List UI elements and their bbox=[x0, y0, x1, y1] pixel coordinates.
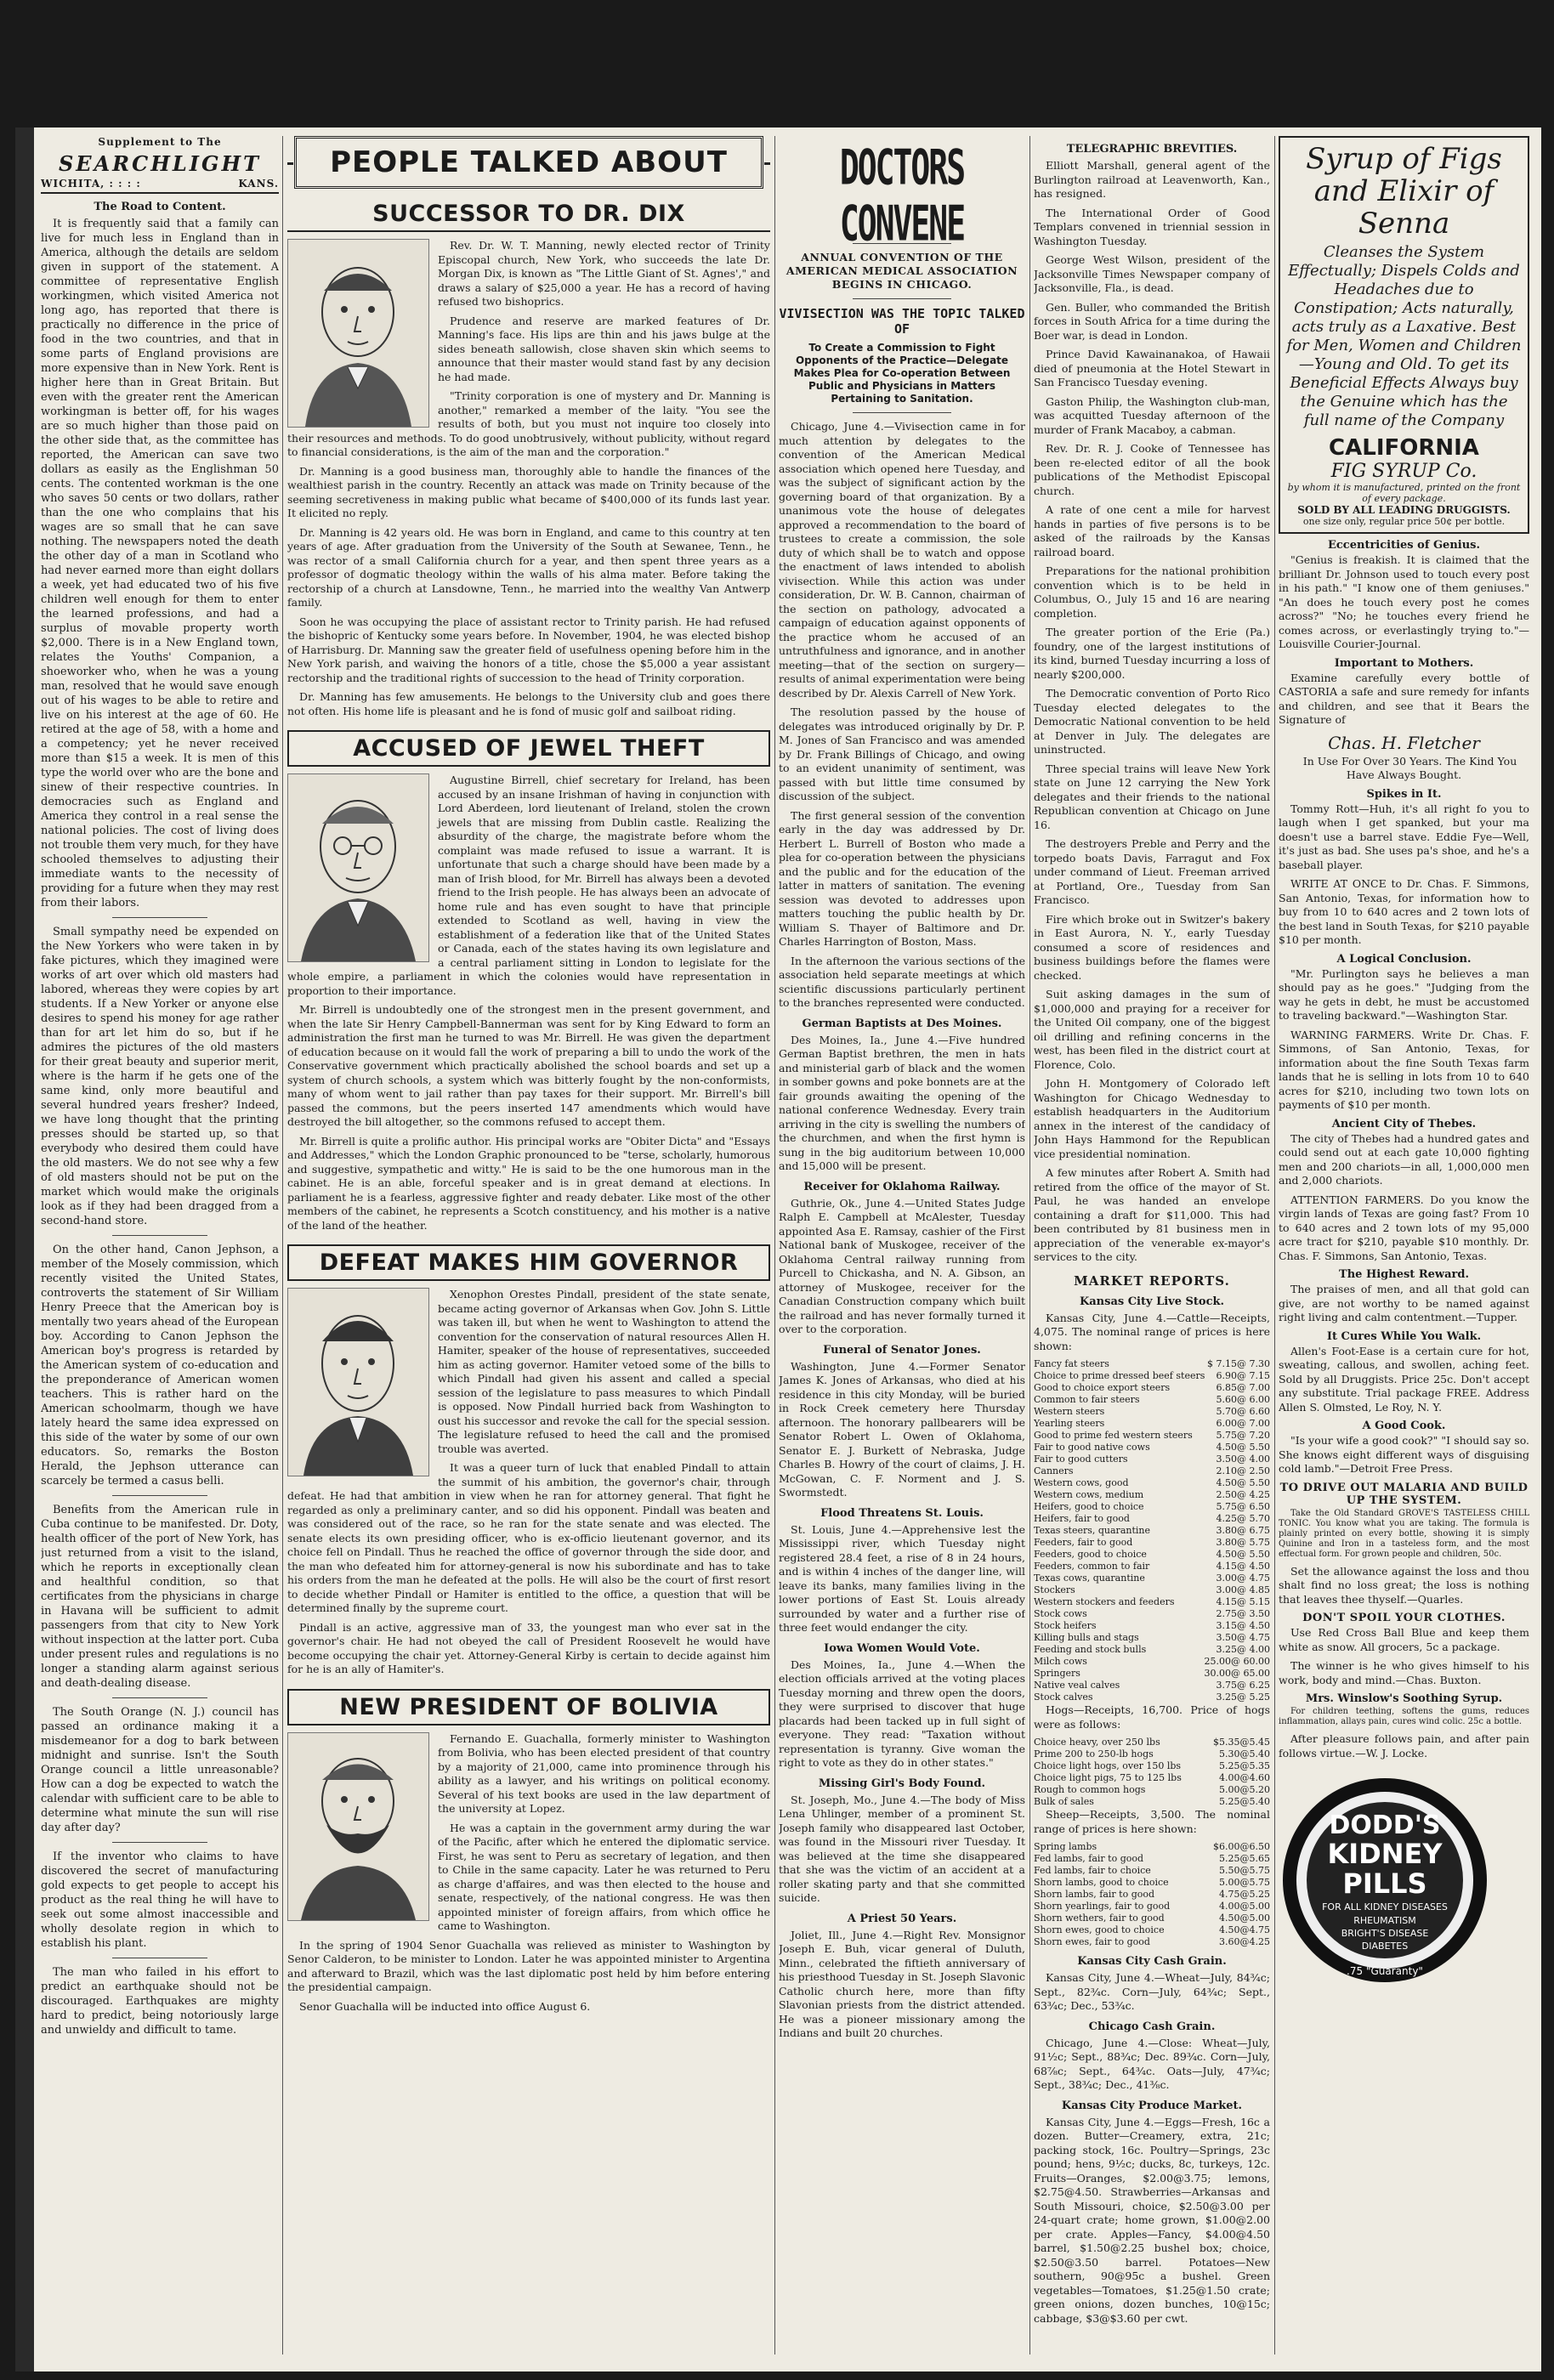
story-paragraph: Pindall is an active, aggressive man of 33, the youngest man who ever sat in the governor's chair. He had not obeyed the call of President Roosevelt he would have become occupying the chair yet. Attorney-General Kirby is certain to decide against him for he is an ally of Hamiter's. bbox=[287, 1620, 770, 1675]
portrait-illustration bbox=[287, 774, 429, 962]
portrait-illustration bbox=[287, 1288, 429, 1476]
item-paragraph: "Mr. Purlington says he believes a man should pay as he goes." "Judging from the way he gets in debt, he must be accustomed to traveling backward."—Washington Star. bbox=[1279, 966, 1529, 1022]
price-item: Feeding and stock bulls bbox=[1034, 1644, 1147, 1655]
story-paragraph: Washington, June 4.—Former Senator James K. Jones of Arkansas, who died at his residence in this city Monday, will be buried in Rock Creek cemetery here Thursday afternoon. The honorary pallbearers will be Senator Robert L. Owen of Oklahoma, Senator E. J. Burkett of Nebraska, Judge Charles B. Howry of the court of claims, J. H. McGowan, C. F. Norment and J. S. Swormstedt. bbox=[779, 1359, 1025, 1499]
price-range: 5.30@5.40 bbox=[1219, 1748, 1270, 1760]
item-paragraph: In Use For Over 30 Years. The Kind You Have Always Bought. bbox=[1302, 754, 1517, 781]
story-headline: Funeral of Senator Jones. bbox=[823, 1343, 981, 1357]
price-range: 25.00@ 60.00 bbox=[1204, 1656, 1270, 1667]
price-range: 3.00@ 4.75 bbox=[1216, 1572, 1270, 1584]
brevity-item: The greater portion of the Erie (Pa.) foundry, one of the largest institutions of its kind, burned Tuesday incurring a loss of nearly $200,000. bbox=[1034, 626, 1270, 681]
item-paragraph: WRITE AT ONCE to Dr. Chas. F. Simmons, San Antonio, Texas, for information how to buy from 10 to 640 acres and 2 town lots of the best land in South Texas, for $210 payable $10 per month. bbox=[1279, 877, 1529, 946]
brevity-item: The destroyers Preble and Perry and the torpedo boats Davis, Farragut and Fox under command of Lieut. Freeman arrived at Portland, Ore., Tuesday from San Francisco. bbox=[1034, 837, 1270, 906]
headline-deck: To Create a Commission to Fight Opponents of the Practice—Delegate Makes Plea for Co-operation Between Public and Physicians in Matters Pertaining to Sanitation. bbox=[793, 342, 1011, 405]
portrait-illustration bbox=[287, 1732, 429, 1921]
story-headline: SUCCESSOR TO DR. DIX bbox=[287, 197, 770, 232]
price-item: Feeders, good to choice bbox=[1034, 1549, 1147, 1560]
story-paragraph: The resolution passed by the house of delegates was introduced originally by Dr. P. M. Jones of San Francisco and was amended by Dr. Frank Billings of Chicago, and owing to an evident unanimity of sentiment, was passed with but little time consumed by discussion of the subject. bbox=[779, 706, 1025, 802]
price-range: 3.25@ 5.25 bbox=[1216, 1692, 1270, 1703]
item-paragraph: Tommy Rott—Huh, it's all right fo you to laugh when I get spanked, but your ma doesn't use a barrel stave. Eddie Fye—Well, it's just as bad. She uses pa's shoe, and he's a baseball player. bbox=[1279, 802, 1529, 871]
item-headline: Eccentricities of Genius. bbox=[1327, 539, 1481, 552]
brevity-item: Gaston Philip, the Washington club-man, was acquitted Tuesday afternoon of the murder of Frank Macaboy, a cabman. bbox=[1034, 394, 1270, 436]
price-range: $ 7.15@ 7.30 bbox=[1207, 1358, 1270, 1369]
price-range: 2.50@ 4.25 bbox=[1216, 1489, 1270, 1500]
brevity-item: Suit asking damages in the sum of $1,000,000 and praying for a receiver for the United Oil company, one of the biggest oil drilling and refining concerns in the west, has been filed in the district court at Florence, Colo. bbox=[1034, 988, 1270, 1071]
item-headline: A Good Cook. bbox=[1362, 1420, 1446, 1432]
sheep-price-row bbox=[1034, 1912, 1270, 1924]
brevity-item: Elliott Marshall, general agent of the Burlington railroad at Leavenworth, Kan., has resigned. bbox=[1034, 159, 1270, 200]
price-range: 2.10@ 2.50 bbox=[1216, 1465, 1270, 1476]
story-paragraph: Chicago, June 4.—Vivisection came in for much attention by delegates to the convention of the American Medical association which opened here Tuesday, and was the subject of significant action by the governing board of that organization. By a unanimous vote the house of delegates approved a recommendation to the board of trustees to create a commission, the sole duty of which shall be to watch and oppose the enactment of laws intended to abolish vivisection. While this action was under consideration, Dr. W. B. Cannon, chairman of the section on pathology, advocated a campaign of education against opponents of the practice whom he accused of an untruthfulness and ignorance, and in another meeting—that of the section on surgery—results of animal experimentation were being described by Dr. Alexis Carrell of New York. bbox=[779, 420, 1025, 700]
headline-deck: ANNUAL CONVENTION OF THE AMERICAN MEDICAL ASSOCIATION BEGINS IN CHICAGO. bbox=[786, 251, 1018, 291]
price-item: Feeders, common to fair bbox=[1034, 1561, 1150, 1572]
cattle-price-row bbox=[1034, 1358, 1270, 1370]
cattle-price-table bbox=[1034, 1358, 1270, 1703]
sheep-price-row bbox=[1034, 1936, 1270, 1948]
price-item: Choice light pigs, 75 to 125 lbs bbox=[1034, 1772, 1182, 1783]
price-item: Stock calves bbox=[1034, 1692, 1093, 1703]
price-item: Milch cows bbox=[1034, 1656, 1087, 1667]
item-paragraph: Take the Old Standard GROVE'S TASTELESS CHILL TONIC. You know what you are taking. The formula is plainly printed on every bottle, showing it is simply Quinine and Iron in a tasteless form, and the most effectual form. For grown people and children, 50c. bbox=[1279, 1508, 1529, 1559]
price-range: 4.00@4.60 bbox=[1219, 1772, 1270, 1783]
story-paragraph: Des Moines, Ia., June 4.—When the election officials arrived at the voting places Tuesday morning and threw open the doors, they were surprised to discover that huge placards had been tacked up in full sight of everyone. They read: "Taxation without representation is tyranny. Give woman the right to vote as they do in other states." bbox=[779, 1658, 1025, 1769]
price-range: 5.25@5.35 bbox=[1219, 1760, 1270, 1771]
divider bbox=[112, 917, 207, 918]
story-headline: NEW PRESIDENT OF BOLIVIA bbox=[287, 1689, 770, 1726]
price-item: Western steers bbox=[1034, 1406, 1105, 1417]
dodds-kidney-pills-ad bbox=[1279, 1774, 1491, 1986]
item-headline: Important to Mothers. bbox=[1334, 656, 1474, 670]
hog-price-row bbox=[1034, 1760, 1270, 1772]
item-paragraph: The city of Thebes had a hundred gates and could send out at each gate 10,000 fighting men and 200 chariots—in all, 1,000,000 men and 2,000 chariots. bbox=[1279, 1131, 1529, 1187]
column-1 bbox=[41, 136, 279, 2043]
story-paragraph: Dr. Manning has few amusements. He belongs to the University club and goes there not often. His home life is pleasant and he is fond of music golf and sailboat riding. bbox=[287, 690, 770, 717]
pills-label: RHEUMATISM bbox=[1353, 1915, 1416, 1926]
story-headline: A Priest 50 Years. bbox=[847, 1912, 957, 1925]
ad-title: Syrup of Figs bbox=[1306, 142, 1502, 176]
syrup-of-figs-ad bbox=[1279, 136, 1529, 534]
price-range: 4.15@ 4.50 bbox=[1216, 1561, 1270, 1572]
sheep-price-row bbox=[1034, 1901, 1270, 1912]
item-paragraph: For children teething, softens the gums, reduces inflammation, allays pain, cures wind colic. 25c a bottle. bbox=[1279, 1707, 1529, 1726]
cattle-price-row bbox=[1034, 1525, 1270, 1537]
brevity-item: The Democratic convention of Porto Rico Tuesday elected delegates to the Democratic National convention to be held at Denver in July. The delegates are uninstructed. bbox=[1034, 687, 1270, 756]
ad-body: Cleanses the System Effectually; Dispels Colds and Headaches due to Constipation; Acts naturally, acts truly as a Laxative. Best for Men, Women and Children—Young and Old. To get its Beneficial Effects Always buy the Genuine which has the full name of the Company bbox=[1286, 243, 1522, 429]
column-rule bbox=[774, 136, 775, 2354]
portrait-drawing bbox=[288, 1733, 428, 1920]
market-paragraph: Chicago, June 4.—Close: Wheat—July, 91½c; Sept., 88¾c; Dec. 89¾c. Corn—July, 68⅞c; Sept., 64¾c. Oats—July, 47¾c; Sept., 38¾c; Dec., 41⅜c. bbox=[1034, 2036, 1270, 2091]
ad-company: CALIFORNIA bbox=[1329, 435, 1479, 461]
price-item: Feeders, fair to good bbox=[1034, 1537, 1133, 1548]
pills-brand: KIDNEY bbox=[1327, 1838, 1443, 1870]
story-paragraph: Rev. Dr. W. T. Manning, newly elected rector of Trinity Episcopal church, New York, who succeeds the late Dr. Morgan Dix, is known as "The Little Giant of St. Agnes'," and draws a salary of $25,000 a year. He has a record of having refused two bishoprics. bbox=[438, 239, 770, 308]
price-range: 3.80@ 5.75 bbox=[1216, 1537, 1270, 1548]
column-rule bbox=[1029, 136, 1030, 2354]
price-item: Rough to common hogs bbox=[1034, 1784, 1146, 1795]
price-range: 6.90@ 7.15 bbox=[1216, 1370, 1270, 1381]
story-paragraph: St. Joseph, Mo., June 4.—The body of Miss Lena Uhlinger, member of a prominent St. Joseph family who disappeared last October, was found in the Missouri river Tuesday. It was believed at the time she disappeared that she was the victim of an accident at a roller skating party and that she committed suicide. bbox=[779, 1793, 1025, 1904]
sheep-price-row bbox=[1034, 1889, 1270, 1901]
cattle-price-row bbox=[1034, 1620, 1270, 1632]
headline-deck: VIVISECTION WAS THE TOPIC TALKED OF bbox=[779, 306, 1025, 337]
divider bbox=[112, 1842, 207, 1843]
story-paragraph: The first general session of the convention early in the day was addressed by Dr. Herbert L. Burrell of Boston who made a plea for co-operation between the physicians and the public and for the education of the latter in matters of sanitation. The evening session was devoted to addresses upon matters touching the public health by Dr. William S. Thayer of Baltimore and Dr. Charles Harrington of Boston, Mass. bbox=[779, 808, 1025, 948]
story-headline: Iowa Women Would Vote. bbox=[824, 1641, 980, 1655]
story-guachalla bbox=[287, 1732, 770, 2020]
supplement-label: Supplement to The bbox=[98, 136, 222, 148]
cattle-price-row bbox=[1034, 1501, 1270, 1513]
price-item: Bulk of sales bbox=[1034, 1796, 1094, 1807]
price-item: Spring lambs bbox=[1034, 1841, 1097, 1852]
editorial-paragraph: If the inventor who claims to have discovered the secret of manufacturing gold expects to get people to accept his product as the real thing he will have to seek out some almost inaccessible and wholly desolate region in which to establish his plant. bbox=[41, 1850, 279, 1950]
price-range: 4.00@5.00 bbox=[1219, 1901, 1270, 1912]
market-subhead: Kansas City Live Stock. bbox=[1079, 1295, 1225, 1308]
price-item: Choice heavy, over 250 lbs bbox=[1034, 1737, 1160, 1748]
dateline-state: KANS. bbox=[238, 178, 279, 190]
main-headline: DOCTORS CONVENE bbox=[839, 139, 965, 252]
market-reports-headline: MARKET REPORTS. bbox=[1074, 1272, 1230, 1289]
cattle-price-row bbox=[1034, 1394, 1270, 1406]
price-item: Shorn lambs, good to choice bbox=[1034, 1877, 1169, 1888]
item-headline: It Cures While You Walk. bbox=[1326, 1329, 1482, 1343]
price-item: Springers bbox=[1034, 1668, 1080, 1679]
story-manning bbox=[287, 239, 770, 723]
item-headline: Mrs. Winslow's Soothing Syrup. bbox=[1305, 1692, 1503, 1705]
price-range: 3.50@ 4.75 bbox=[1216, 1632, 1270, 1643]
sheep-price-row bbox=[1034, 1853, 1270, 1865]
item-headline: The Highest Reward. bbox=[1339, 1268, 1469, 1281]
price-range: $5.35@5.45 bbox=[1213, 1737, 1270, 1748]
item-paragraph: "Is your wife a good cook?" "I should say so. She knows eight different ways of disguising cold lamb."—Detroit Free Press. bbox=[1279, 1434, 1529, 1475]
item-paragraph: The praises of men, and all that gold can give, are not worthy to be named against right living and calm contentment.—Tupper. bbox=[1279, 1283, 1529, 1323]
item-paragraph: Set the allowance against the loss and thou shalt find no loss great; the loss is nothing that leaves thee thyself.—Quarles. bbox=[1279, 1564, 1529, 1606]
cattle-price-row bbox=[1034, 1454, 1270, 1465]
editorial-paragraph: The man who failed in his effort to predict an earthquake should not be discouraged. Earthquakes are mighty hard to predict, being notoriously large and unwieldy and difficult to tame. bbox=[41, 1966, 279, 2037]
item-headline: Ancient City of Thebes. bbox=[1331, 1117, 1477, 1130]
story-paragraph: In the afternoon the various sections of the association held separate meetings at which scientific discussions particularly pertinent to the branches represented were conducted. bbox=[779, 954, 1025, 1009]
cattle-price-row bbox=[1034, 1656, 1270, 1668]
price-range: 3.25@ 4.00 bbox=[1216, 1644, 1270, 1655]
story-paragraph: Mr. Birrell is quite a prolific author. His principal works are "Obiter Dicta" and "Essays and Addresses," which the London Graphic pronounced to be "terse, scholarly, humorous and suggestive, sympathetic and witty." He is said to be the one humorous man in the cabinet. He is an able, forceful speaker and is in great demand at elections. In parliament he is a fearless, aggressive fighter and ready debater. Like most of the other members of the cabinet, he represents a Scotch constituency, and his mother is a native of the land of the heather. bbox=[287, 1134, 770, 1232]
story-paragraph: Soon he was occupying the place of assistant rector to Trinity parish. He had refused the bishopric of Kentucky some years before. In November, 1904, he was elected bishop of Harrisburg. Dr. Manning saw the greater field of usefulness opening before him in the New York parish, and waiving the honors of a title, chose the $5,000 a year assistant rectorship and the traditional rights of succession to the head of Trinity corporation. bbox=[287, 615, 770, 684]
story-paragraph: "Trinity corporation is one of mystery and Dr. Manning is another," remarked a member of the laity. "You see the results of both, but you must not inquire too closely into their resources and methods. To do good unobtrusively, without publicity, without regard to financial considerations, is the aim of the man and the corporation." bbox=[287, 389, 770, 458]
section-headline: TELEGRAPHIC BREVITIES. bbox=[1066, 143, 1238, 156]
hog-price-row bbox=[1034, 1796, 1270, 1808]
dateline bbox=[41, 178, 279, 194]
price-item: Texas cows, quarantine bbox=[1034, 1572, 1145, 1584]
price-range: 5.70@ 6.60 bbox=[1216, 1406, 1270, 1417]
ad-note: by whom it is manufactured, printed on the front of every package. bbox=[1287, 482, 1521, 504]
story-birrell bbox=[287, 774, 770, 1238]
editorial-paragraph: On the other hand, Canon Jephson, a member of the Mosely commission, which recently visited the United States, controverts the statement of Sir William Henry Preece that the American boy is mentally two years ahead of the European boy. According to Canon Jephson the American boy's progress is retarded by the American system of co-education and the preponderance of American women teachers. This is rather hard on the American schoolmarm, though we have lately heard the same idea expressed on this side of the water by some of our own educators. So, remarks the Boston Herald, the Jephson utterance can scarcely be termed a casus belli. bbox=[41, 1244, 279, 1488]
price-item: Stock cows bbox=[1034, 1608, 1087, 1619]
market-intro: Hogs—Receipts, 16,700. Price of hogs were as follows: bbox=[1034, 1703, 1270, 1731]
cattle-price-row bbox=[1034, 1584, 1270, 1596]
item-headline: A Logical Conclusion. bbox=[1336, 952, 1472, 966]
brevity-item: John H. Montgomery of Colorado left Washington for Chicago Wednesday to establish headquarters in the Auditorium annex in the interest of the candidacy of John Hays Hammond for the Republican vice presidential nomination. bbox=[1034, 1077, 1270, 1160]
portrait-illustration bbox=[287, 239, 429, 428]
price-range: 6.00@ 7.00 bbox=[1216, 1418, 1270, 1429]
cattle-price-row bbox=[1034, 1644, 1270, 1656]
column-3 bbox=[779, 136, 1025, 2046]
price-range: 5.00@5.20 bbox=[1219, 1784, 1270, 1795]
editorial-paragraph: The South Orange (N. J.) council has passed an ordinance making it a misdemeanor for a dog to bark between midnight and sunrise. Isn't the South Orange council a little unreasonable? How can a dog be expected to watch the calendar with sufficient care to be able to determine what minute the sun will rise day after day? bbox=[41, 1706, 279, 1834]
cattle-price-row bbox=[1034, 1692, 1270, 1703]
item-paragraph: WARNING FARMERS. Write Dr. Chas. F. Simmons, of San Antonio, Texas, for information about the fine South Texas farm lands that he is selling in lots from 10 to 640 acres for $210, including two town lots on payments of $10 per month. bbox=[1279, 1028, 1529, 1111]
cattle-price-row bbox=[1034, 1632, 1270, 1644]
story-paragraph: It was a queer turn of luck that enabled Pindall to attain the summit of his ambition, the governor's chair, through defeat. He had that ambition in view when he ran for attorney general. That fight he regarded as only a preliminary canter, and so did his opponent. Pindall was beaten and was considered out of the race, so he ran for the state senate and was elected. The senate elects its own presiding officer, who is ex-officio lieutenant governor, and its choice fell on Pindall. Thus he reached the office of governor through the side door, and the man who defeated him for attorney-general is now his subordinate and has to take his orders from the man he defeated at the polls. He will also be the court of first resort to decide whether Pindall or Hamiter is entitled to the office, a question that will be determined finally by the supreme court. bbox=[287, 1461, 770, 1614]
pills-label: .75 "Guaranty" bbox=[1347, 1965, 1423, 1977]
price-item: Western stockers and feeders bbox=[1034, 1596, 1175, 1607]
story-paragraph: Des Moines, Ia., June 4.—Five hundred German Baptist brethren, the men in hats and ministerial garb of black and the women in somber gowns and poke bonnets are at the fair grounds awaiting the opening of the national conference Wednesday. Every train arriving in the city is swelling the numbers of the churchmen, and when the first hymn is sung in the big auditorium between 10,000 and 15,000 will be present. bbox=[779, 1033, 1025, 1172]
cattle-price-row bbox=[1034, 1430, 1270, 1442]
column-4 bbox=[1034, 136, 1270, 2331]
signature: Chas. H. Fletcher bbox=[1328, 732, 1480, 753]
brevity-item: A few minutes after Robert A. Smith had retired from the office of the mayor of St. Paul, he was handed an envelope containing a draft for $11,000. This had been contributed by 81 business men in appreciation of the venerable ex-mayor's services to the city. bbox=[1034, 1166, 1270, 1263]
price-item: Prime 200 to 250-lb hogs bbox=[1034, 1748, 1154, 1760]
price-range: 6.85@ 7.00 bbox=[1216, 1382, 1270, 1393]
pills-brand: PILLS bbox=[1342, 1867, 1427, 1900]
story-paragraph: Prudence and reserve are marked features of Dr. Manning's face. His lips are thin and his jaws bulge at the sides beneath sallowish, close shaven skin which seems to announce that their master would stand fast by any decision he had made. bbox=[438, 314, 770, 383]
price-item: Shorn wethers, fair to good bbox=[1034, 1912, 1165, 1924]
section-banner: PEOPLE TALKED ABOUT bbox=[294, 136, 763, 189]
editorial-paragraph: Small sympathy need be expended on the New Yorkers who were taken in by fake pictures, which they imagined were works of art over which old masters had labored, whereas they were copies by art students. If a New Yorker or anyone else desires to spend his money for age rather than for art let him do so, but if he admires the pictures of the old masters for their great beauty and superior merit, where is the harm if he gets one of the same kind, only more beautiful and several hundred years fresher? Indeed, we have long thought that the printing presses should be started up, so that everybody who desired them could have the old masters. We do not see why a few of old masters should not be put on the market which would make the originals look as if they had been dragged from a second-hand store. bbox=[41, 926, 279, 1227]
item-paragraph: ATTENTION FARMERS. Do you know the virgin lands of Texas are going fast? From 10 to 640 acres and 2 town lots of my 95,000 acre tract for $210, payable $10 monthly. Dr. Chas. F. Simmons, San Antonio, Texas. bbox=[1279, 1193, 1529, 1262]
item-headline: TO DRIVE OUT MALARIA AND BUILD UP THE SYSTEM. bbox=[1279, 1481, 1528, 1507]
pills-label: FOR ALL KIDNEY DISEASES bbox=[1322, 1901, 1448, 1912]
brevity-item: Rev. Dr. R. J. Cooke of Tennessee has been re-elected editor of all the book publications of the Methodist Episcopal church. bbox=[1034, 442, 1270, 497]
price-item: Native veal calves bbox=[1034, 1680, 1120, 1691]
price-range: 3.60@4.25 bbox=[1219, 1936, 1270, 1947]
item-headline: Spikes in It. bbox=[1366, 787, 1442, 801]
item-paragraph: Allen's Foot-Ease is a certain cure for hot, sweating, callous, and swollen, aching feet. Sold by all Druggists. Price 25c. Don't accept any substitute. Trial package FREE. Address Allen S. Olmsted, Le Roy, N. Y. bbox=[1279, 1344, 1529, 1414]
story-headline: DEFEAT MAKES HIM GOVERNOR bbox=[287, 1244, 770, 1281]
brevity-item: Three special trains will leave New York state on June 12 carrying the New York delegates and their friends to the national Republican convention at Chicago on June 16. bbox=[1034, 762, 1270, 831]
price-item: Fed lambs, fair to good bbox=[1034, 1853, 1144, 1864]
cattle-price-row bbox=[1034, 1418, 1270, 1430]
brevity-item: George West Wilson, president of the Jacksonville Times Newspaper company of Jacksonville, Fla., is dead. bbox=[1034, 253, 1270, 294]
price-item: Heifers, fair to good bbox=[1034, 1513, 1130, 1524]
price-item: Heifers, good to choice bbox=[1034, 1501, 1144, 1512]
sheep-price-row bbox=[1034, 1924, 1270, 1936]
cattle-price-row bbox=[1034, 1572, 1270, 1584]
price-item: Yearling steers bbox=[1034, 1418, 1105, 1429]
price-range: 3.75@ 6.25 bbox=[1216, 1680, 1270, 1691]
price-range: 4.25@ 5.70 bbox=[1216, 1513, 1270, 1524]
cattle-price-row bbox=[1034, 1513, 1270, 1525]
ad-company: FIG SYRUP Co. bbox=[1330, 461, 1477, 482]
price-range: 4.50@ 5.50 bbox=[1216, 1549, 1270, 1560]
cattle-price-row bbox=[1034, 1406, 1270, 1418]
price-item: Stockers bbox=[1034, 1584, 1075, 1595]
price-item: Fair to good cutters bbox=[1034, 1454, 1128, 1465]
cattle-price-row bbox=[1034, 1596, 1270, 1608]
price-range: 4.50@5.00 bbox=[1219, 1912, 1270, 1924]
column-rule bbox=[1274, 136, 1275, 2354]
price-range: 4.50@ 5.50 bbox=[1216, 1442, 1270, 1453]
item-paragraph: The winner is he who gives himself to his work, body and mind.—Chas. Buxton. bbox=[1279, 1659, 1529, 1686]
price-item: Shorn ewes, good to choice bbox=[1034, 1924, 1165, 1935]
brevity-item: A rate of one cent a mile for harvest hands in parties of five persons is to be asked of the railroads by the Kansas railroad board. bbox=[1034, 503, 1270, 558]
cattle-price-row bbox=[1034, 1477, 1270, 1489]
story-paragraph: Dr. Manning is 42 years old. He was born in England, and came to this country at ten years of age. After graduation from the University of the South at Sewanee, Tenn., he was rector of a small California church for a year, and then spent three years as a professor of dogmatic theology within the walls of his alma mater. Before taking the rectorship of a church at Lansdowne, Tenn., he married into the wealthy Van Antwerp family. bbox=[287, 525, 770, 609]
price-item: Killing bulls and stags bbox=[1034, 1632, 1139, 1643]
cattle-price-row bbox=[1034, 1442, 1270, 1454]
item-paragraph: Use Red Cross Ball Blue and keep them white as snow. All grocers, 5c a package. bbox=[1279, 1626, 1529, 1653]
market-paragraph: Kansas City, June 4.—Wheat—July, 84¾c; Sept., 82¾c. Corn—July, 64¾c; Sept., 63¾c; Dec., 53¾c. bbox=[1034, 1971, 1270, 2012]
story-paragraph: Mr. Birrell is undoubtedly one of the strongest men in the present government, and when the late Sir Henry Campbell-Bannerman was sent for by King Edward to form an administration the first man he turned to was Mr. Birrell. He was given the department of education because on it would fall the work of preparing a bill to undo the work of the Conservative government which practically abolished the school boards and set up a system of church schools, a system which was bitterly fought by the non-conformists, many of whom went to jail rather than pay taxes for their support. Mr. Birrell's bill passed the commons, but the peers inserted 147 amendments which would have destroyed the bill altogether, so the commons refused to accept them. bbox=[287, 1003, 770, 1128]
price-range: 3.00@ 4.85 bbox=[1216, 1584, 1270, 1595]
divider bbox=[853, 298, 951, 299]
dateline-city: WICHITA, : : : : bbox=[41, 178, 141, 190]
price-range: 5.25@5.65 bbox=[1219, 1853, 1270, 1864]
brevity-item: Preparations for the national prohibition convention which is to be held in Columbus, O., July 15 and 16 are nearing completion. bbox=[1034, 564, 1270, 620]
pills-label: BRIGHT'S DISEASE bbox=[1341, 1928, 1429, 1939]
price-item: Common to fair steers bbox=[1034, 1394, 1140, 1405]
price-item: Fed lambs, fair to choice bbox=[1034, 1865, 1151, 1876]
price-item: Shorn ewes, fair to good bbox=[1034, 1936, 1150, 1947]
hog-price-table bbox=[1034, 1737, 1270, 1808]
price-item: Fair to good native cows bbox=[1034, 1442, 1150, 1453]
market-intro: Sheep—Receipts, 3,500. The nominal range of prices is here shown: bbox=[1034, 1808, 1270, 1835]
story-paragraph: In the spring of 1904 Senor Guachalla was relieved as minister to Washington by Senor Calderon, to be minister to London. Later he was appointed minister to Argentina and afterward to Brazil, which was the last diplomatic post held by him before entering the presidential campaign. bbox=[287, 1938, 770, 1993]
story-paragraph: Augustine Birrell, chief secretary for Ireland, has been accused by an insane Irishman of having in conjunction with Lord Aberdeen, lord lieutenant of Ireland, stolen the crown jewels that are missing from Dublin castle. Realizing the absurdity of the charge, the magistrate before whom the complaint was made refused to issue a warrant. It is unfortunate that such a charge should have been made by a man of Irish blood, for Mr. Birrell has always been a devoted friend to the Irish people. He has always been an advocate of home rule and has even sought to have that principle extended to Scotland as well, having in view the establishment of a federation like that of the United States or Canada, each of the states having its own legislature and a central parliament sitting in London to legislate for the whole empire, a parliament in which the colonies would have representation in proportion to their importance. bbox=[287, 774, 770, 997]
divider bbox=[112, 1495, 207, 1496]
item-paragraph: After pleasure follows pain, and after pain follows virtue.—W. J. Locke. bbox=[1279, 1732, 1529, 1760]
story-pindall bbox=[287, 1288, 770, 1682]
hog-price-row bbox=[1034, 1784, 1270, 1796]
price-item: Stock heifers bbox=[1034, 1620, 1097, 1631]
price-item: Western cows, medium bbox=[1034, 1489, 1144, 1500]
hog-price-row bbox=[1034, 1772, 1270, 1784]
price-item: Shorn lambs, fair to good bbox=[1034, 1889, 1155, 1900]
price-range: $6.00@6.50 bbox=[1213, 1841, 1270, 1852]
portrait-drawing bbox=[288, 774, 428, 961]
price-item: Western cows, good bbox=[1034, 1477, 1129, 1488]
portrait-drawing bbox=[288, 240, 428, 427]
cattle-price-row bbox=[1034, 1370, 1270, 1382]
item-paragraph: "Genius is freakish. It is claimed that the brilliant Dr. Johnson used to touch every post in his path." "I know one of them geniuses." "An does he touch every post he comes across?" "No; he touches every friend he comes across, or everlastingly trying to."—Louisville Courier-Journal. bbox=[1279, 553, 1529, 650]
market-paragraph: Kansas City, June 4.—Eggs—Fresh, 16c a dozen. Butter—Creamery, extra, 21c; packing stock, 16c. Poultry—Springs, 23c pound; hens, 9½c; ducks, 8c, turkeys, 12c. Fruits—Oranges, $2.00@3.75; lemons, $2.75@4.50. Strawberries—Arkansas and South Missouri, choice, $2.50@3.00 per 24-quart crate; home grown, $1.00@2.00 per crate. Apples—Fancy, $4.00@4.50 barrel, $1.50@2.25 bushel box; choice, $2.50@3.50 barrel. Potatoes—New southern, 90@95c a bushel. Green vegetables—Tomatoes, $1.25@1.50 crate; green onions, dozen bunches, 10@15c; cabbage, $3@$3.60 per cwt. bbox=[1034, 2115, 1270, 2325]
price-range: 3.50@ 4.00 bbox=[1216, 1454, 1270, 1465]
price-range: 5.25@5.40 bbox=[1219, 1796, 1270, 1807]
story-headline: ACCUSED OF JEWEL THEFT bbox=[287, 730, 770, 767]
market-subhead: Kansas City Cash Grain. bbox=[1077, 1955, 1227, 1968]
brevity-item: The International Order of Good Templars convened in triennial session in Washington Tuesday. bbox=[1034, 206, 1270, 247]
market-subhead: Chicago Cash Grain. bbox=[1088, 2020, 1216, 2033]
editorial-paragraph: Benefits from the American rule in Cuba continue to be manifested. Dr. Doty, health officer of the port of New York, has just returned from a visit to the island, which he reports in exceptionally clean and healthful condition, so that certificates from the physicians in charge in Havana will be sufficient to admit passengers from that city to New York without inspection at the latter port. Cuba under present rules and regulations is no longer a standing alarm against serious and death-dealing disease. bbox=[41, 1504, 279, 1690]
price-item: Choice light hogs, over 150 lbs bbox=[1034, 1760, 1182, 1771]
price-range: 4.75@5.25 bbox=[1219, 1889, 1270, 1900]
cattle-price-row bbox=[1034, 1680, 1270, 1692]
divider bbox=[112, 1697, 207, 1698]
cattle-price-row bbox=[1034, 1668, 1270, 1680]
story-paragraph: Xenophon Orestes Pindall, president of the state senate, became acting governor of Arkansas when Gov. John S. Little was taken ill, but when he went to Washington to attend the convention for the conservation of natural resources Allen H. Hamiter, speaker of the house of representatives, succeeded him as acting governor. Hamiter vetoed some of the bills to which Pindall had given his assent and called a special session of the legislature to pass measures to which Pindall is opposed. Now Pindall hurried back from Washington to oust his successor and revoke the call for the special session. The legislature refused to heed the call and the promised trouble was averted. bbox=[438, 1288, 770, 1455]
masthead: SEARCHLIGHT bbox=[58, 151, 262, 176]
story-paragraph: St. Louis, June 4.—Apprehensive lest the Mississippi river, which Tuesday night registered 28.4 feet, a rise of 8 in 24 hours, and is within 4 inches of the danger line, will leave its banks, many families living in the lower portions of East St. Louis already surrounded by water and a further rise of three feet would endanger the city. bbox=[779, 1522, 1025, 1634]
hog-price-row bbox=[1034, 1748, 1270, 1760]
story-headline: Receiver for Oklahoma Railway. bbox=[803, 1180, 1001, 1193]
story-headline: Flood Threatens St. Louis. bbox=[820, 1506, 984, 1520]
brevity-item: Prince David Kawainanakoa, of Hawaii died of pneumonia at the Hotel Stewart in San Francisco Tuesday evening. bbox=[1034, 348, 1270, 388]
story-paragraph: Dr. Manning is a good business man, thoroughly able to handle the finances of the wealthiest parish in the country. Recently an attack was made on Trinity because of the seeming secretiveness in making public what became of $400,000 of its funds last year. It elicited no reply. bbox=[287, 464, 770, 519]
cattle-price-row bbox=[1034, 1537, 1270, 1549]
story-paragraph: Fernando E. Guachalla, formerly minister to Washington from Bolivia, who has been elected president of that country by a majority of 21,000, came into prominence through his ability as a lawyer, and his writings on political economy. Several of his text books are used in the law department of the university at Lopez. bbox=[438, 1731, 770, 1815]
brevity-item: Fire which broke out in Switzer's bakery in East Aurora, N. Y., early Tuesday consumed a score of residences and business buildings before the flames were checked. bbox=[1034, 912, 1270, 982]
price-item: Shorn yearlings, fair to good bbox=[1034, 1901, 1171, 1912]
cattle-price-row bbox=[1034, 1382, 1270, 1394]
pills-label: DIABETES bbox=[1361, 1941, 1409, 1952]
price-range: 5.60@ 6.00 bbox=[1216, 1394, 1270, 1405]
price-range: 4.50@4.75 bbox=[1219, 1924, 1270, 1935]
ad-note: SOLD BY ALL LEADING DRUGGISTS. bbox=[1297, 504, 1511, 516]
price-range: 3.80@ 6.75 bbox=[1216, 1525, 1270, 1536]
divider bbox=[112, 1235, 207, 1236]
story-paragraph: Joliet, Ill., June 4.—Right Rev. Monsignor Joseph E. Buh, vicar general of Duluth, Minn., celebrated the fiftieth anniversary of his priesthood Tuesday in St. Joseph Slavonic Catholic church here, more than fifty Slavonian priests from the district attended. He was a pioneer missionary among the Indians and built 20 churches. bbox=[779, 1928, 1025, 2039]
ad-note: one size only, regular price 50¢ per bottle. bbox=[1302, 516, 1506, 527]
cattle-price-row bbox=[1034, 1549, 1270, 1561]
sheep-price-row bbox=[1034, 1865, 1270, 1877]
price-item: Texas steers, quarantine bbox=[1034, 1525, 1150, 1536]
price-range: 30.00@ 65.00 bbox=[1204, 1668, 1270, 1679]
price-range: 2.75@ 3.50 bbox=[1216, 1608, 1270, 1619]
cattle-price-row bbox=[1034, 1465, 1270, 1477]
brevity-item: Gen. Buller, who commanded the British forces in South Africa for a time during the Boer war, is dead in London. bbox=[1034, 300, 1270, 342]
market-intro: Kansas City, June 4.—Cattle—Receipts, 4,075. The nominal range of prices is here shown: bbox=[1034, 1311, 1270, 1352]
pills-brand: DODD'S bbox=[1329, 1810, 1441, 1840]
price-item: Good to prime fed western steers bbox=[1034, 1430, 1193, 1441]
price-item: Good to choice export steers bbox=[1034, 1382, 1171, 1393]
sheep-price-row bbox=[1034, 1877, 1270, 1889]
hog-price-row bbox=[1034, 1737, 1270, 1748]
divider bbox=[853, 412, 951, 413]
story-headline: Missing Girl's Body Found. bbox=[818, 1776, 986, 1790]
story-headline: German Baptists at Des Moines. bbox=[802, 1017, 1002, 1030]
price-range: 5.00@5.75 bbox=[1219, 1877, 1270, 1888]
price-range: 5.75@ 6.50 bbox=[1216, 1501, 1270, 1512]
ad-title: and Elixir of Senna bbox=[1313, 174, 1494, 241]
price-item: Fancy fat steers bbox=[1034, 1358, 1109, 1369]
story-paragraph: Senor Guachalla will be inducted into office August 6. bbox=[299, 1999, 591, 2013]
column-5 bbox=[1279, 136, 1529, 1990]
newspaper-page bbox=[15, 128, 1541, 2372]
cattle-price-row bbox=[1034, 1608, 1270, 1620]
price-range: 4.15@ 5.15 bbox=[1216, 1596, 1270, 1607]
editorial-paragraph: It is frequently said that a family can live for much less in England than in America, although the details are seldom given in support of the statement. A committee of representative English workingmen, which visited America not long ago, has reported that there is practically no difference in the price of food in the two countries, and that in some parts of England provisions are more expensive than in New York. Rent is higher here than in Great Britain. But even with the greater rent the American workingman is better off, for his wages are so much higher than those paid on the other side that, as the committee has reported, the American can save two dollars as easily as the Englishman 50 cents. The contented workman is the one who saves 50 cents or two dollars, rather than the one who complains that his wages are so small that he can save nothing. The newspapers noted the death the other day of a man in Scotland who had never earned more than eight dollars a week, yet had educated two of his five children well enough for them to enter the learned professions, and had a surplus of movable property worth $2,000. There is in a New England town, relates the Youths' Companion, a shoeworker who, when he was a young man, resolved that he would save enough out of his wages to be able to retire and live on his interest at the age of 60. He retired at the age of 58, with a home and a competency; yet he never received more than $15 a week. It is men of this type the world over who are the bone and sinew of their respective countries. In democracies such as England and America they control in a real sense the national policies. The cost of living does not trouble them very much, for they have schooled themselves to adjusting their immediate wants to the necessity of providing for a future when they may rest from their labors. bbox=[41, 218, 279, 910]
item-paragraph: Examine carefully every bottle of CASTORIA a safe and sure remedy for infants and children, and see that it Bears the Signature of bbox=[1279, 671, 1529, 726]
price-range: 5.50@5.75 bbox=[1219, 1865, 1270, 1876]
market-subhead: Kansas City Produce Market. bbox=[1061, 2099, 1243, 2112]
price-range: 3.15@ 4.50 bbox=[1216, 1620, 1270, 1631]
price-range: 5.75@ 7.20 bbox=[1216, 1430, 1270, 1441]
item-headline: DON'T SPOIL YOUR CLOTHES. bbox=[1302, 1612, 1506, 1624]
sheep-price-row bbox=[1034, 1841, 1270, 1853]
price-item: Canners bbox=[1034, 1465, 1074, 1476]
column-rule bbox=[282, 136, 283, 2354]
cattle-price-row bbox=[1034, 1489, 1270, 1501]
story-paragraph: He was a captain in the government army during the war of the Pacific, after which he entered the diplomatic service. First, he was sent to Peru as secretary of legation, and then to Chile in the same capacity. Later he was returned to Peru as charge d'affaires, and was then elected to the house and senate, respectively, of the national congress. He was then appointed minister of foreign affairs, from which office he came to Washington. bbox=[438, 1821, 770, 1932]
portrait-drawing bbox=[288, 1289, 428, 1476]
story-paragraph: Guthrie, Ok., June 4.—United States Judge Ralph E. Campbell at McAlester, Tuesday appointed Asa E. Ramsay, cashier of the First National bank of Muskogee, receiver of the Oklahoma Central railway running from Purcell to Chickasha, and N. A. Gibson, an attorney of Muskogee, receiver for the Canadian Construction company which built the railroad and has never formally turned it over to the corporation. bbox=[779, 1196, 1025, 1335]
price-item: Choice to prime dressed beef steers bbox=[1034, 1370, 1205, 1381]
column-2 bbox=[287, 136, 770, 2019]
cattle-price-row bbox=[1034, 1561, 1270, 1572]
story-title: The Road to Content. bbox=[94, 201, 226, 213]
page-binding-edge bbox=[15, 128, 34, 2372]
sheep-price-table bbox=[1034, 1841, 1270, 1948]
price-range: 4.50@ 5.50 bbox=[1216, 1477, 1270, 1488]
